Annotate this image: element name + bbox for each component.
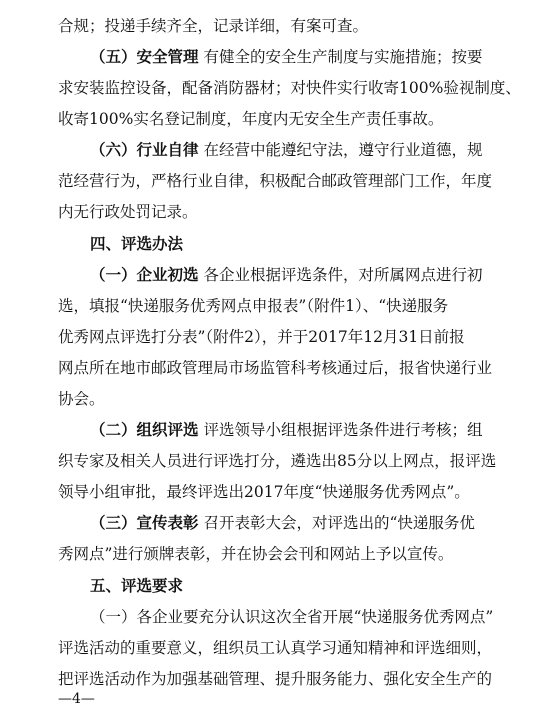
text-line-14 [90,420,482,440]
text-line-22 [58,669,492,689]
text-line-7 [58,202,198,222]
text-line-21 [58,638,492,658]
text-line-11 [58,327,465,347]
text-line-3 [58,78,521,98]
text-line-13 [58,389,105,409]
line-17-text: 召开表彰大会，对评选出的“快递服务优 [203,514,475,532]
text-line-1 [58,16,368,36]
text-line-20 [90,607,493,627]
text-line-10 [58,296,448,316]
section-heading-requirements: 五、评选要求 [90,577,184,595]
section-heading-selection-method: 四、评选办法 [90,235,184,253]
text-line-15 [58,451,496,471]
text-line-4 [58,109,443,129]
section-title-organize: （二）组织评选 [90,420,199,439]
text-line-5 [90,140,482,160]
line-9-text: 各企业根据评选条件，对所属网点进行初 [203,266,483,284]
line-21-text: 评选活动的重要意义，组织员工认真学习通知精神和评选细则， [58,639,493,657]
text-line-18 [58,544,453,564]
line-5-text: 在经营中能遵纪守法，遵守行业道德，规 [203,141,483,159]
line-12-text: 网点所在地市邮政管理局市场监管科考核通过后，报省快递行业 [58,359,493,377]
line-18-text: 秀网点”进行颁牌表彰，并在协会会刊和网站上予以宣传。 [58,545,454,563]
line-20-text: （一）各企业要充分认识这次全省开展“快递服务优秀网点” [90,608,494,626]
line-22-text: 把评选活动作为加强基础管理、提升服务能力、强化安全生产的 [58,670,493,688]
line-16-text: 领导小组审批，最终评选出2017年度“快递服务优秀网点”。 [58,483,470,501]
line-15-text: 织专家及相关人员进行评选打分，遴选出85分以上网点，报评选 [58,452,497,470]
text-line-12 [58,358,492,378]
line-2-text: 有健全的安全生产制度与实施措施；按要 [203,48,483,66]
text-line-6 [58,171,492,191]
line-6-text: 范经营行为，严格行业自律，积极配合邮政管理部门工作，年度 [58,172,493,190]
line-10-text: 选，填报“快递服务优秀网点申报表”（附件1）、“快递服务 [58,297,449,315]
text-line-17 [90,513,475,533]
line-4-text: 收寄100%实名登记制度，年度内无安全生产责任事故。 [58,110,444,128]
line-1-text: 合规；投递手续齐全，记录详细，有案可查。 [58,17,369,35]
line-11-text: 优秀网点评选打分表”（附件2），并于2017年12月31日前报 [58,328,465,346]
line-3-text: 求安装监控设备，配备消防器材；对快件实行收寄100%验视制度、 [58,79,521,97]
section-title-safety: （五）安全管理 [90,47,199,66]
text-line-9 [90,265,482,285]
line-13-text: 协会。 [58,390,105,408]
text-line-16 [58,482,470,502]
line-7-text: 内无行政处罚记录。 [58,203,198,221]
line-14-text: 评选领导小组根据评选条件进行考核；组 [203,421,483,439]
page-number: —4— [58,691,95,707]
section-title-self-discipline: （六）行业自律 [90,140,199,159]
section-title-publicity: （三）宣传表彰 [90,513,199,532]
text-line-2 [90,47,482,67]
section-title-preliminary: （一）企业初选 [90,265,199,284]
